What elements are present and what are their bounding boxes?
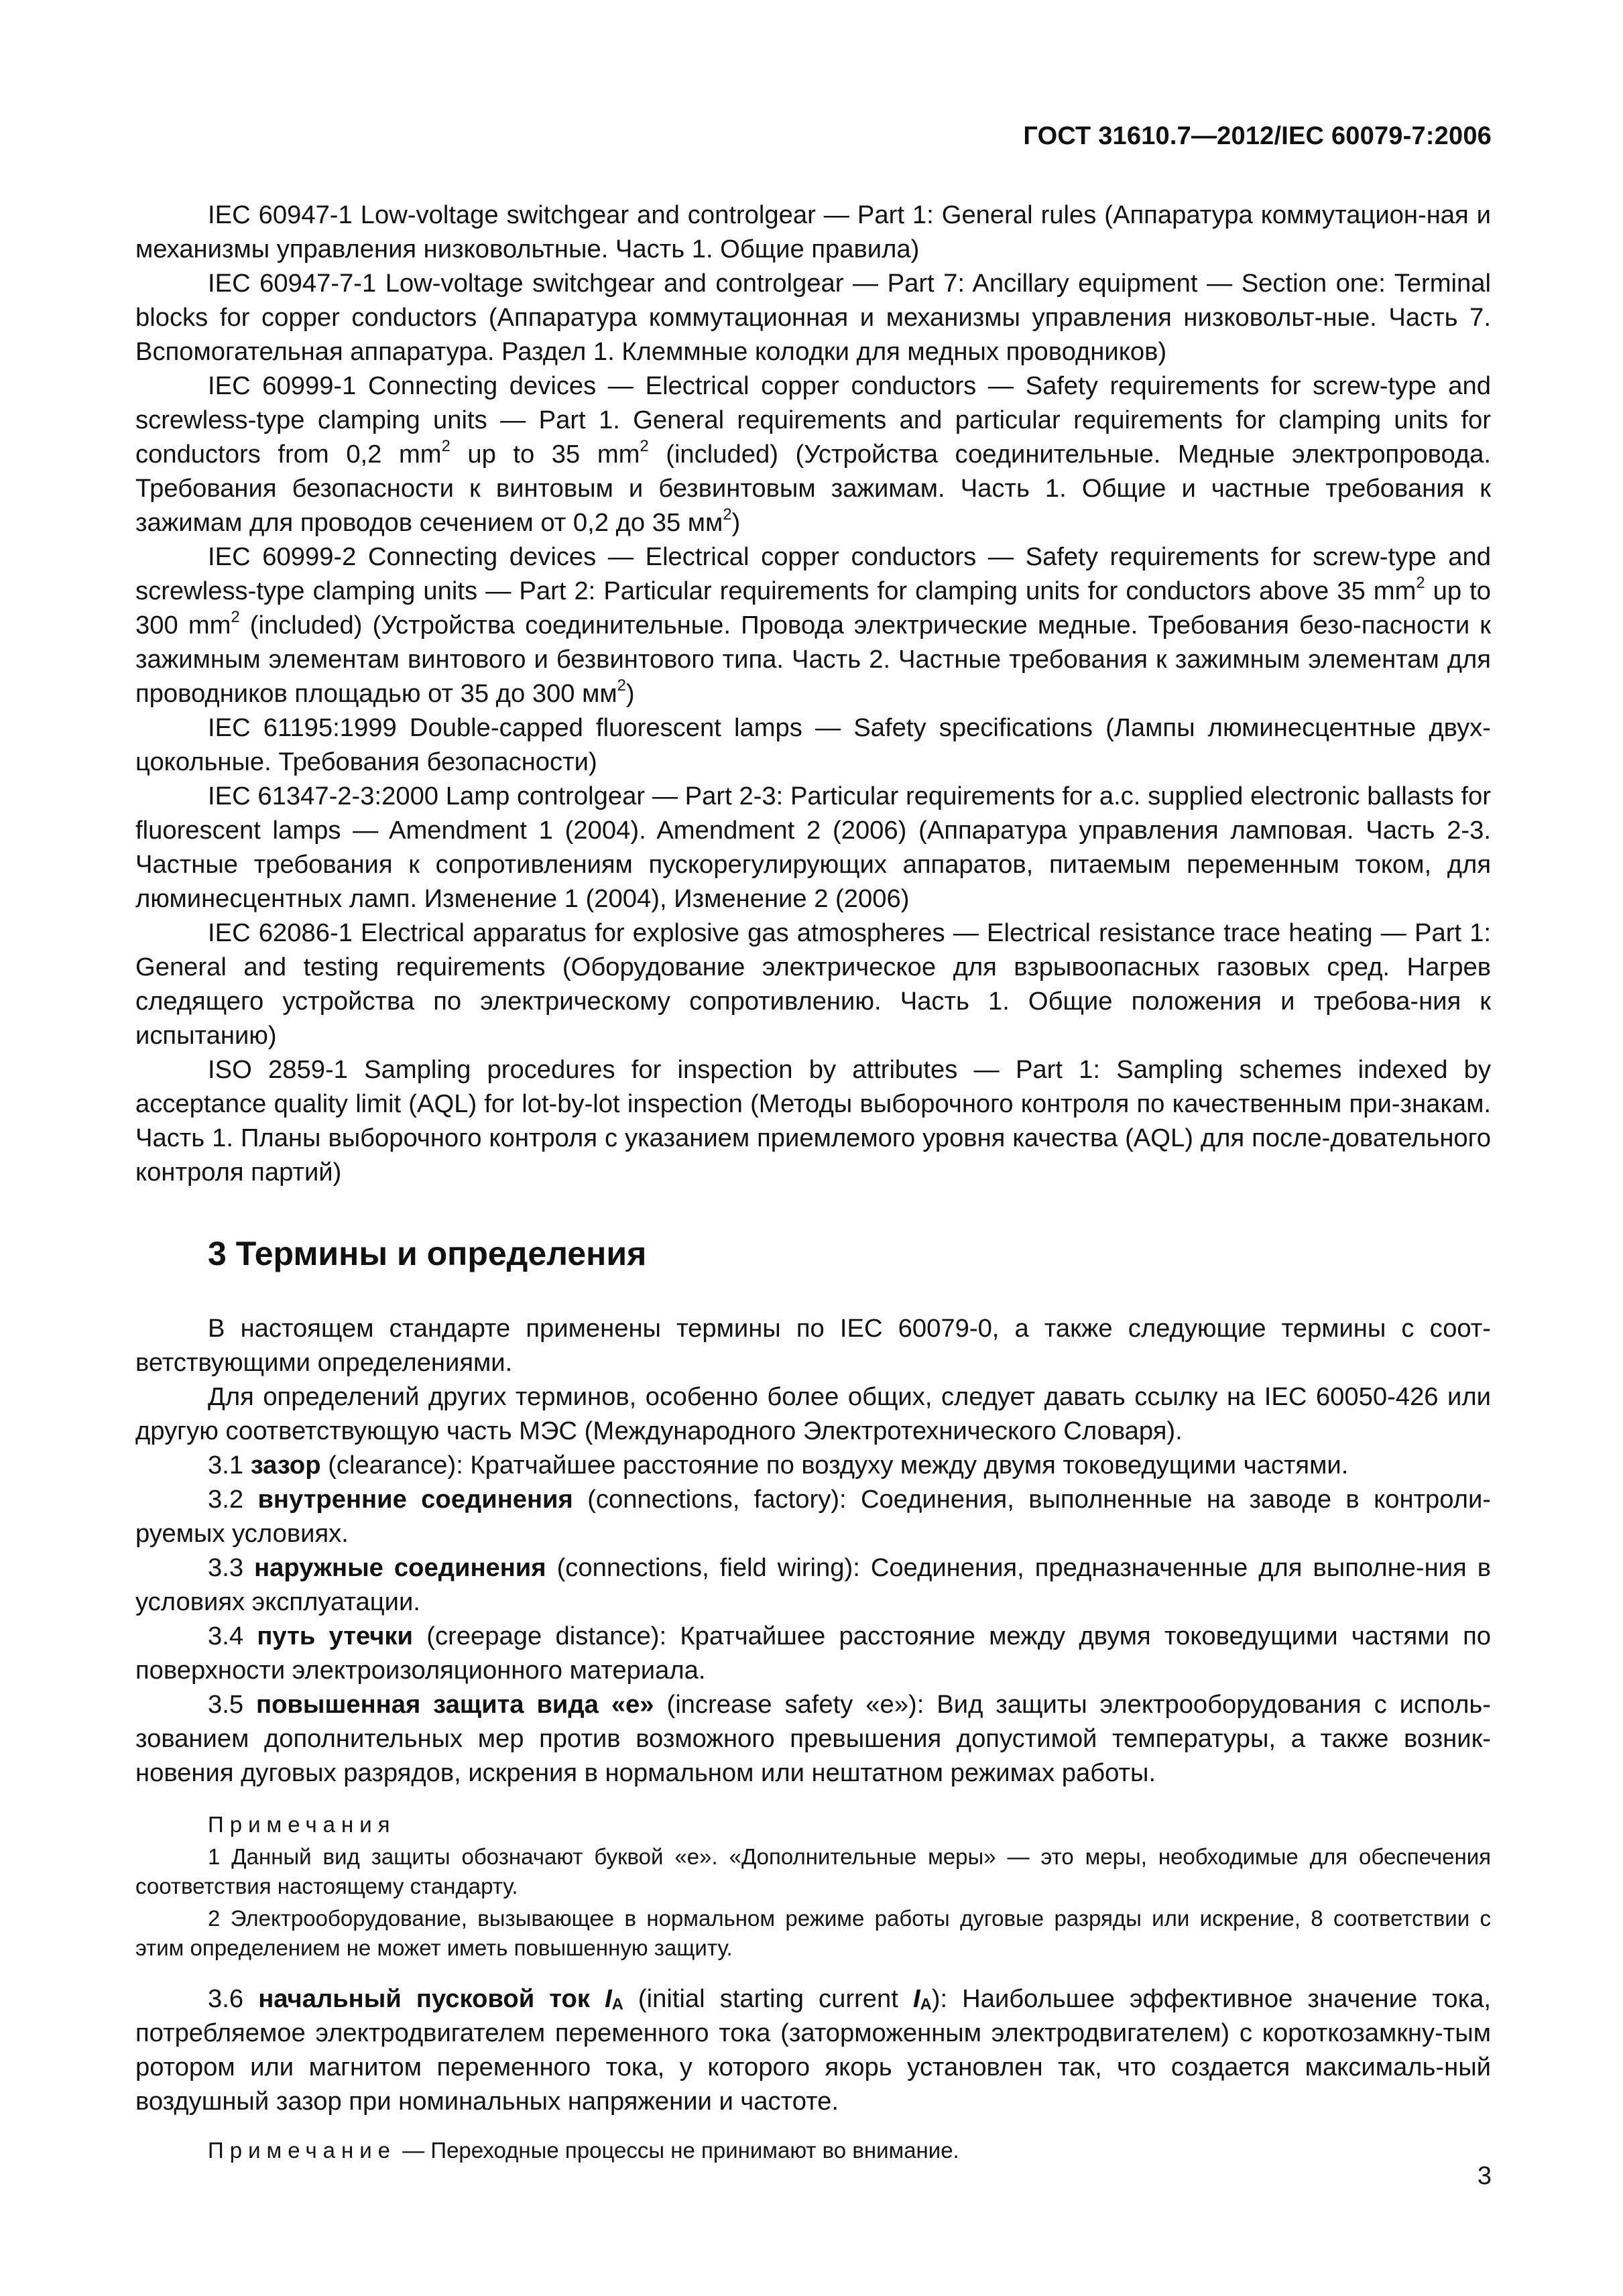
reference-iec-60947-1: IEC 60947-1 Low-voltage switchgear and controlgear — Part 1: General rules (Аппаратура коммутацион-ная и механизмы управления низковольтные. Часть 1. Общие правила): [135, 200, 1491, 263]
term-3-6: 3.6 начальный пусковой ток $I_А$ (initial starting current $I_А$): Наибольшее эффективное значение тока, потребляемое электродвигателем переменного тока (заторможенным электродвигателем) с короткозамкну-тым ротором или магнитом переменного тока, у которого якорь установлен так, что создается максималь-ный воздушный зазор при номинальных напряжении и частоте.: [135, 1984, 1491, 2116]
reference-iec-60999-1: IEC 60999-1 Connecting devices — Electrical copper conductors — Safety requirements for screw-type and screwless-type clamping units — Part 1. General requirements and particular requirements for clamping units for conductors from 0,2 $mm^2$ up to 35 $mm^2$ (included) (Устройства соединительные. Медные электропровода. Требования безопасности к винтовым и безвинтовым зажимам. Часть 1. Общие и частные требования к зажимам для проводов сечением от 0,2 до 35 $мм^2$): [135, 371, 1491, 537]
reference-iec-61347-2-3: IEC 61347-2-3:2000 Lamp controlgear — Part 2-3: Particular requirements for a.c. supplied electronic ballasts for fluorescent lamps — Amendment 1 (2004). Amendment 2 (2006) (Аппаратура управления ламповая. Часть 2-3. Частные требования к сопротивлениям пускорегулирующих аппаратов, питаемым переменным током, для люминесцентных ламп. Изменение 1 (2004), Изменение 2 (2006): [135, 782, 1491, 913]
reference-iec-61195: IEC 61195:1999 Double-capped fluorescent lamps — Safety specifications (Лампы люминесцентные двух-цокольные. Требования безопасности): [135, 713, 1491, 776]
note-2: 2 Электрооборудование, вызывающее в нормальном режиме работы дуговые разряды или искрение, 8 соответствии с этим определением не может иметь повышенную защиту.: [135, 1906, 1491, 1960]
section-intro-2: Для определений других терминов, особенно более общих, следует давать ссылку на IEC 60050-426 или другую соответствующую часть МЭС (Международного Электротехнического Словаря).: [135, 1382, 1491, 1445]
term-3-2: 3.2 внутренние соединения (connections, factory): Соединения, выполненные на заводе в контроли-руемых условиях.: [135, 1485, 1491, 1548]
document-header: ГОСТ 31610.7—2012/IEC 60079-7:2006: [1023, 122, 1492, 150]
term-3-5: 3.5 повышенная защита вида «е» (increase safety «е»): Вид защиты электрооборудования с исполь-зованием дополнительных мер против возможного превышения допустимой температуры, а также возник-новения дуговых разрядов, искрения в нормальном или нештатном режимах работы.: [135, 1690, 1491, 1787]
reference-iso-2859-1: ISO 2859-1 Sampling procedures for inspection by attributes — Part 1: Sampling schemes indexed by acceptance quality limit (AQL) for lot-by-lot inspection (Методы выборочного контроля по качественным при-знакам. Часть 1. Планы выборочного контроля с указанием приемлемого уровня качества (AQL) для после-довательного контроля партий): [135, 1055, 1491, 1187]
term-name: зазор: [250, 1451, 321, 1479]
term-name: путь утечки: [257, 1622, 414, 1650]
term-name: начальный пусковой ток: [258, 1984, 605, 2013]
term-3-1: 3.1 зазор (clearance): Кратчайшее расстояние по воздуху между двумя токоведущими частями.: [208, 1451, 1349, 1479]
notes-title: Примечания: [208, 1812, 396, 1837]
term-name: повышенная защита вида «е»: [256, 1690, 654, 1719]
term-3-4: 3.4 путь утечки (creepage distance): Кратчайшее расстояние между двумя токоведущими частями по поверхности электроизоляционного материала.: [135, 1622, 1492, 1685]
section-heading: 3 Термины и определения: [208, 1235, 647, 1272]
note-1: 1 Данный вид защиты обозначают буквой «е». «Дополнительные меры» — это меры, необходимые для обеспечения соответствия настоящему стандарту.: [135, 1844, 1491, 1898]
term-3-3: 3.3 наружные соединения (connections, field wiring): Соединения, предназначенные для выполне-ния в условиях эксплуатации.: [135, 1553, 1491, 1616]
term-name: внутренние соединения: [257, 1485, 573, 1514]
reference-iec-62086-1: IEC 62086-1 Electrical apparatus for explosive gas atmospheres — Electrical resistance trace heating — Part 1: General and testing requirements (Оборудование электрическое для взрывоопасных газовых сред. Нагрев следящего устройства по электрическому сопротивлению. Часть 1. Общие положения и требова-ния к испытанию): [135, 918, 1491, 1050]
section-intro-1: В настоящем стандарте применены термины по IEC 60079-0, а также следующие термины с соот-ветствующими определениями.: [135, 1314, 1491, 1377]
final-note: Примечание — Переходные процессы не принимают во внимание.: [208, 2138, 959, 2163]
term-name: наружные соединения: [254, 1553, 546, 1582]
page-content: [135, 198, 1491, 2165]
reference-iec-60947-7-1: IEC 60947-7-1 Low-voltage switchgear and controlgear — Part 7: Ancillary equipment — Section one: Terminal blocks for copper conductors (Аппаратура коммутационная и механизмы управления низковольт-ные. Часть 7. Вспомогательная аппаратура. Раздел 1. Клеммные колодки для медных проводников): [135, 269, 1491, 366]
page-number: 3: [1477, 2162, 1492, 2190]
reference-iec-60999-2: IEC 60999-2 Connecting devices — Electrical copper conductors — Safety requirements for screw-type and screwless-type clamping units — Part 2: Particular requirements for clamping units for conductors above 35 $mm^2$ up to 300 $mm^2$ (included) (Устройства соединительные. Провода электрические медные. Требования безо-пасности к зажимным элементам винтового и безвинтового типа. Часть 2. Частные требования к зажимным элементам для проводников площадью от 35 до 300 $мм^2$): [135, 542, 1491, 708]
